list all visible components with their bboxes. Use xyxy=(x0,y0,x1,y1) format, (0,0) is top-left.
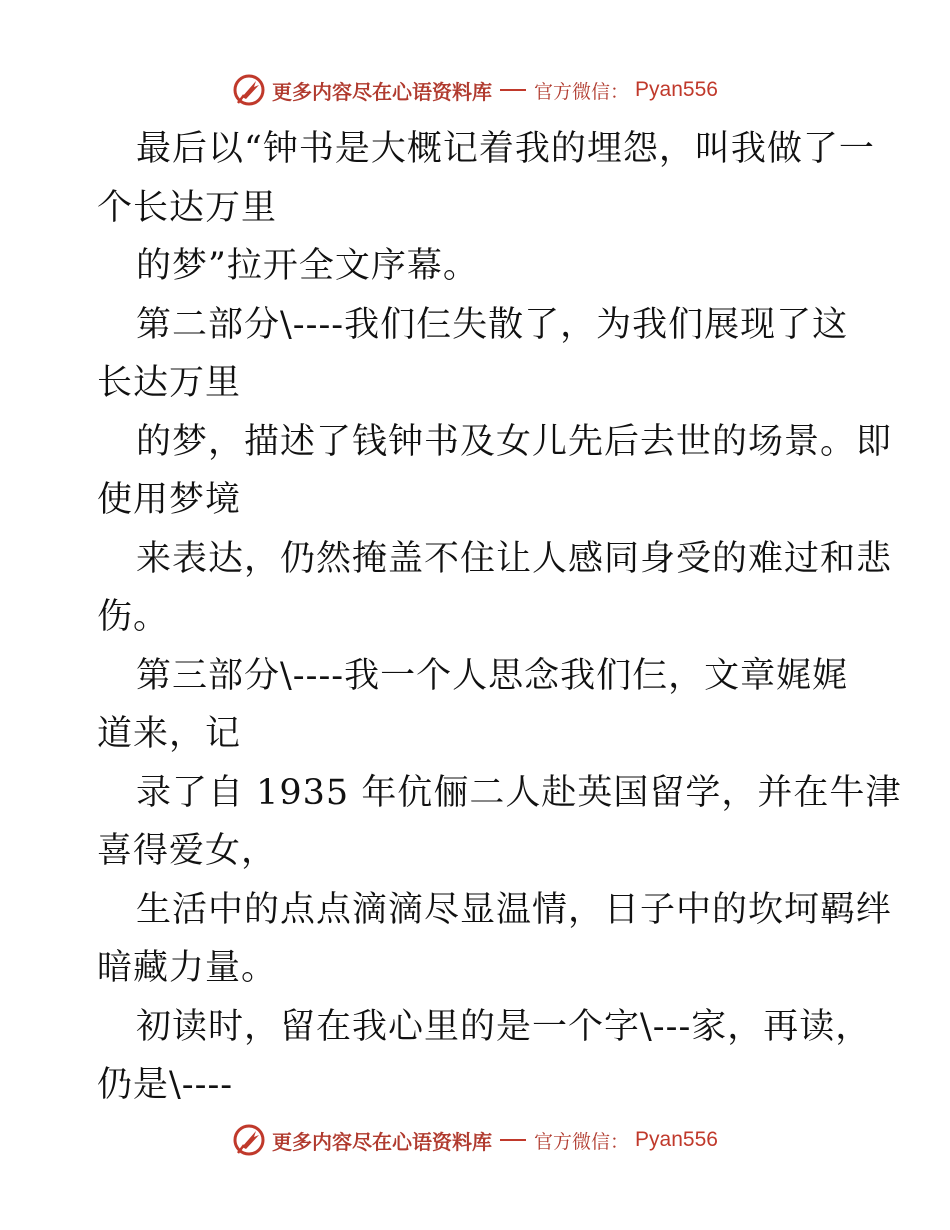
header-watermark xyxy=(0,70,950,110)
quill-logo-icon xyxy=(232,1123,266,1157)
watermark-wechat-id: Pyan556 xyxy=(635,78,718,101)
text-line: 个长达万里 xyxy=(97,187,278,228)
text-line: 的梦，描述了钱钟书及女儿先后去世的场景。即 xyxy=(136,421,893,462)
text-line: 初读时，留在我心里的是一个字\---家，再读， xyxy=(136,1006,872,1047)
text-line: 伤。 xyxy=(97,597,170,637)
watermark-site-text: 更多内容尽在心语资料库 xyxy=(272,79,493,104)
text-line: 生活中的点点滴滴尽显温情，日子中的坎坷羁绊 xyxy=(136,889,893,930)
text-line: 使用梦境 xyxy=(97,480,242,520)
watermark-wechat-label: 官方微信： xyxy=(534,80,630,103)
body-text xyxy=(97,120,902,1115)
watermark-dash xyxy=(500,89,526,91)
watermark-wechat-label: 官方微信： xyxy=(534,1130,630,1153)
text-line: 长达万里 xyxy=(97,363,242,403)
text-line: 第三部分\----我一个人思念我们仨，文章娓娓 xyxy=(136,655,849,696)
text-line: 最后以“钟书是大概记着我的埋怨，叫我做了一 xyxy=(136,129,875,169)
text-line: 暗藏力量。 xyxy=(97,948,278,988)
text-line: 录了自 1935 年伉俪二人赴英国留学，并在牛津 xyxy=(136,772,902,813)
watermark-dash xyxy=(500,1139,526,1141)
text-line: 的梦”拉开全文序幕。 xyxy=(136,246,479,286)
text-line: 来表达，仍然掩盖不住让人感同身受的难过和悲 xyxy=(136,538,893,579)
text-line: 第二部分\----我们仨失散了，为我们展现了这 xyxy=(136,304,849,345)
footer-watermark xyxy=(0,1120,950,1160)
watermark-site-text: 更多内容尽在心语资料库 xyxy=(272,1129,493,1154)
text-line: 仍是\---- xyxy=(97,1065,234,1105)
text-line: 喜得爱女， xyxy=(97,831,278,871)
quill-logo-icon xyxy=(232,73,266,107)
watermark-wechat-id: Pyan556 xyxy=(635,1128,718,1151)
text-line: 道来，记 xyxy=(97,714,242,754)
